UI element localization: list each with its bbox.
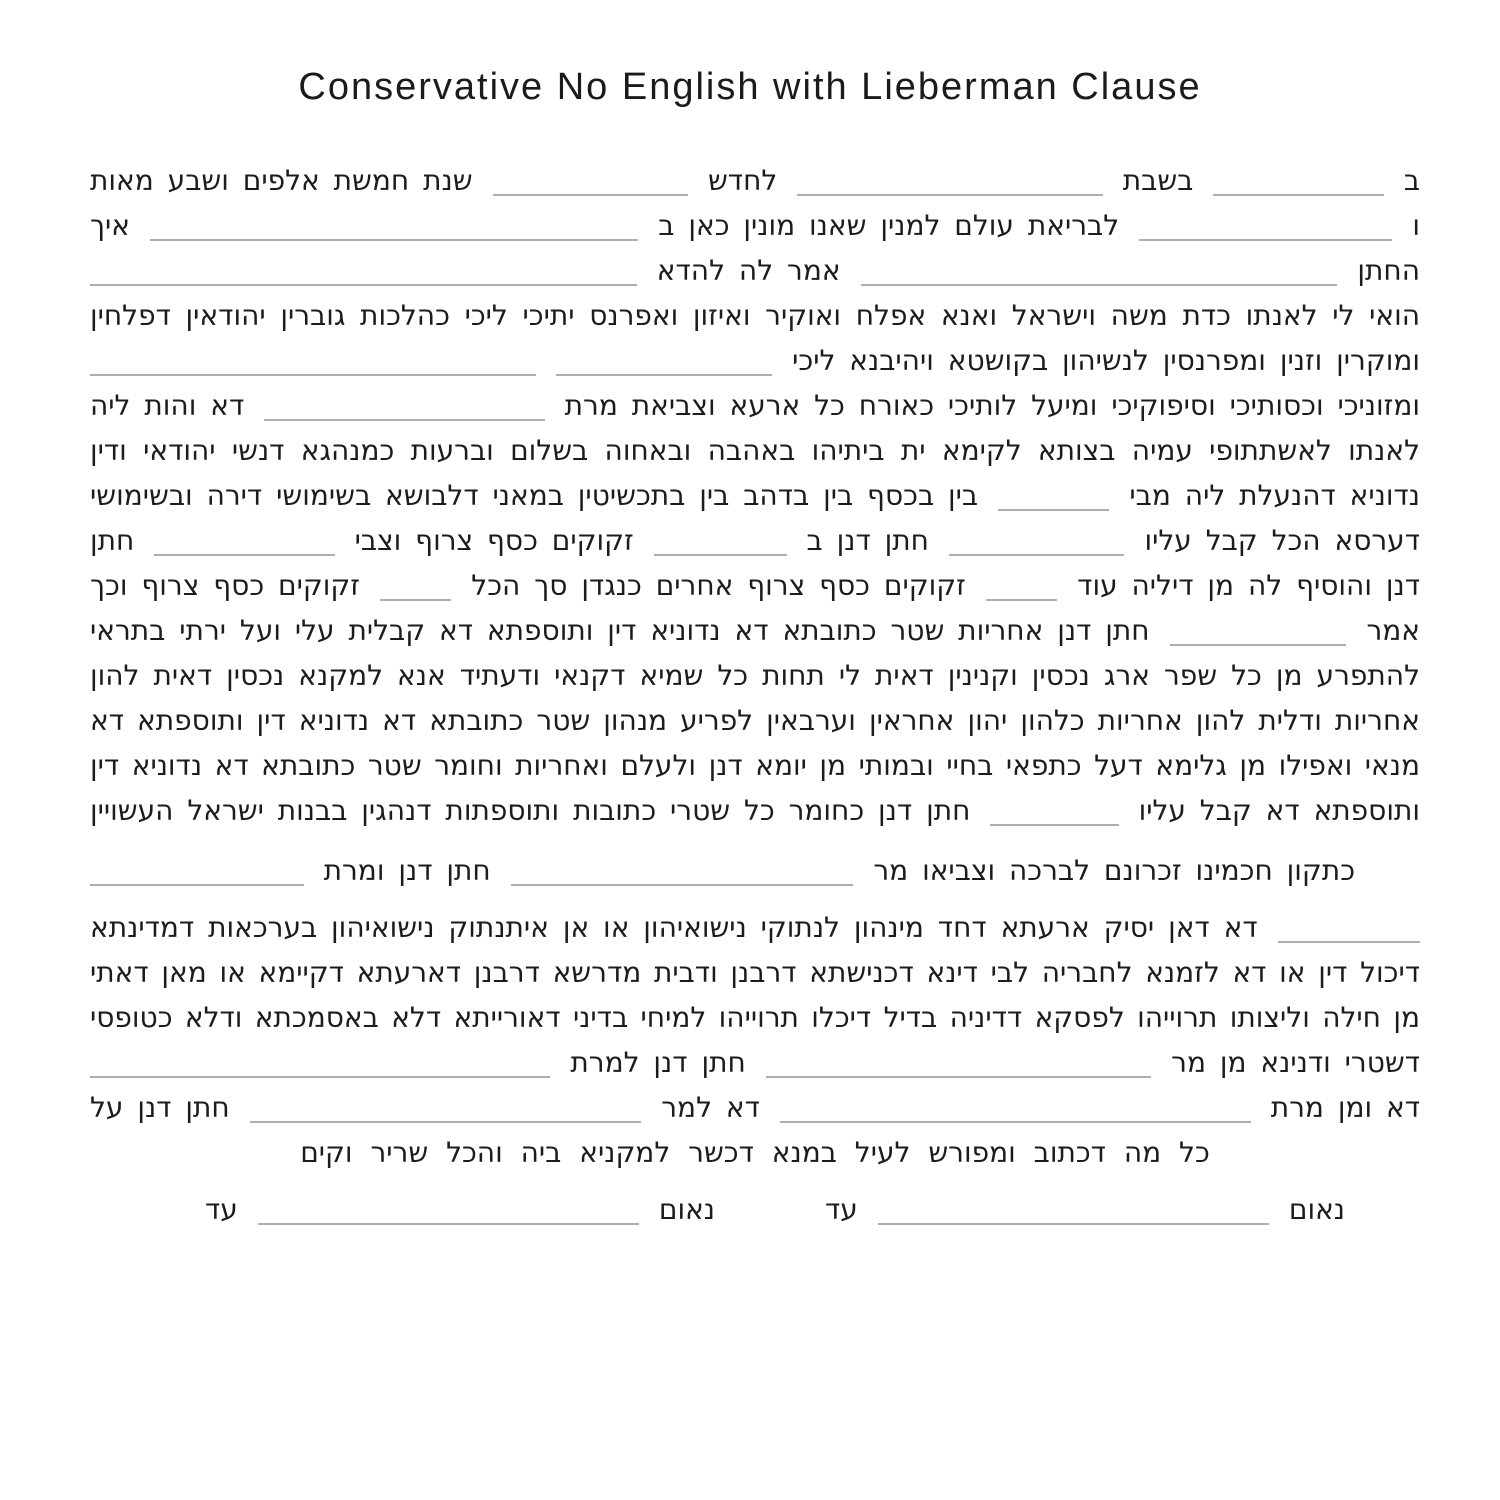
- fill-in-blank-line: [1170, 644, 1347, 646]
- line-7: לאנתו לאשתתופי עמיה בצותא לקימא ית ביתיהו באהבה ובאחוה בשלום וברעות כמנהגא דנשי יהודאי ודין: [90, 434, 1420, 467]
- spacer: [735, 1231, 805, 1232]
- hebrew-text-run: נדוניא דהנעלת ליה מבי: [1129, 479, 1420, 512]
- page-title: Conservative No English with Lieberman Clause: [298, 66, 1202, 108]
- hebrew-text-run: החתן: [1357, 254, 1420, 287]
- hebrew-text-run: דנן והוסיף לה מן דיליה עוד: [1077, 569, 1420, 602]
- fill-in-blank-line: [556, 374, 772, 376]
- line-22: כל מה דכתוב ומפורש לעיל במנא דכשר למקניא ביה והכל שריר וקים: [300, 1136, 1210, 1169]
- line-4: הואי לי לאנתו כדת משה וישראל ואנא אפלח ואוקיר ואיזון ואפרנס יתיכי ליכי כהלכות גוברין יהודאין דפלחין: [90, 299, 1420, 332]
- fill-in-blank-line: [878, 1223, 1269, 1225]
- line-witnesses: [205, 1187, 1345, 1232]
- hebrew-text-run: לבריאת עולם למנין שאנו מונין כאן ב: [658, 209, 1120, 242]
- hebrew-text-run: בשבת: [1122, 164, 1194, 197]
- fill-in-blank-line: [250, 1121, 642, 1123]
- hebrew-text-run: דא למר: [661, 1091, 760, 1124]
- fill-in-blank-line: [511, 884, 854, 886]
- hebrew-text-run: עד: [825, 1193, 858, 1226]
- hebrew-text-run: חתן דנן ומרת: [323, 854, 491, 887]
- line-9: [90, 518, 1420, 563]
- line-15: [90, 788, 1420, 833]
- ketubah-text: [90, 158, 1420, 1232]
- hebrew-text-run: זקוקים כסף צרוף וצבי: [354, 524, 634, 557]
- hebrew-text-run: זקוקים כסף צרוף וכך: [90, 569, 360, 602]
- line-20: [90, 1040, 1420, 1085]
- line-14: מנאי ואפילו מן גלימא דעל כתפאי בחיי ובמותי מן יומא דנן ולעלם ואחריות וחומר שטר כתובתא דא נדוניא דין: [90, 749, 1420, 782]
- line-5: [90, 338, 1420, 383]
- line-21: [90, 1085, 1420, 1130]
- hebrew-text-run: חתן דנן למרת: [570, 1046, 746, 1079]
- fill-in-blank-line: [780, 1121, 1251, 1123]
- line-10: [90, 563, 1420, 608]
- fill-in-blank-line: [90, 374, 536, 376]
- fill-in-blank-line: [1213, 194, 1383, 196]
- hebrew-text-run: חתן דנן כחומר כל שטרי כתובות ותוספתות דנהגין בבנות ישראל העשויין: [90, 794, 971, 827]
- hebrew-text-run: ומוקרין וזנין ומפרנסין לנשיהון בקושטא ויהיבנא ליכי: [792, 344, 1420, 377]
- line-6: [90, 383, 1420, 428]
- hebrew-text-run: חתן: [90, 524, 135, 557]
- line-17: [90, 905, 1420, 950]
- fill-in-blank-line: [380, 599, 451, 601]
- line-16: [90, 848, 1355, 893]
- hebrew-text-run: כתקון חכמינו זכרונם לברכה וצביאו מר: [873, 854, 1355, 887]
- fill-in-blank-line: [90, 284, 637, 286]
- fill-in-blank-line: [766, 1076, 1151, 1078]
- fill-in-blank-line: [90, 884, 304, 886]
- hebrew-text-run: אמר לה להדא: [656, 254, 841, 287]
- fill-in-blank-line: [90, 1076, 550, 1078]
- fill-in-blank-line: [949, 554, 1125, 556]
- hebrew-text-run: אמר: [1366, 614, 1420, 647]
- hebrew-text-run: חתן דנן אחריות שטר כתובתא דא נדוניא דין ותוספתא דא קבלית עלי ועל ירתי בתראי: [90, 614, 1150, 647]
- fill-in-blank-line: [1139, 239, 1392, 241]
- line-18: דיכול דין או דא לזמנא לחבריה לבי דינא דכנישתא דרבנן ודבית מדרשא דרבנן דארעתא דקיימא או מאן דאתי: [90, 956, 1420, 989]
- hebrew-text-run: דא והות ליה: [90, 389, 245, 422]
- hebrew-text-run: שנת חמשת אלפים ושבע מאות: [90, 164, 473, 197]
- line-13: אחריות ודלית להון אחריות כלהון יהון אחראין וערבאין לפריע מנהון שטר כתובתא דא נדוניא דין ותוספתא דא: [90, 704, 1420, 737]
- hebrew-text-run: נאום: [1288, 1193, 1345, 1226]
- fill-in-blank-line: [154, 554, 334, 556]
- line-year-place: [90, 203, 1420, 248]
- hebrew-text-run: דא ומן מרת: [1270, 1091, 1420, 1124]
- line-12: להתפרע מן כל שפר ארג נכסין וקנינין דאית לי תחות כל שמיא דקנאי ודעתיד אנא למקנא נכסין דאית להון: [90, 659, 1420, 692]
- fill-in-blank-line: [861, 284, 1338, 286]
- line-11: [90, 608, 1420, 653]
- hebrew-text-run: חתן דנן ב: [806, 524, 929, 557]
- hebrew-text-run: דשטרי ודנינא מן מר: [1171, 1046, 1420, 1079]
- fill-in-blank-line: [998, 509, 1109, 511]
- fill-in-blank-line: [797, 194, 1102, 196]
- hebrew-text-run: עד: [205, 1193, 238, 1226]
- hebrew-text-run: ב: [1403, 164, 1420, 197]
- hebrew-text-run: לחדש: [707, 164, 778, 197]
- hebrew-text-run: ו: [1412, 209, 1420, 242]
- fill-in-blank-line: [258, 1223, 639, 1225]
- fill-in-blank-line: [986, 599, 1057, 601]
- hebrew-text-run: איך: [90, 209, 131, 242]
- line-8: [90, 473, 1420, 518]
- line-19: מן חילה וליצותו תרוייהו לפסקא דדיניה בדיל דיכלו תרוייהו למיחי בדיני דאורייתא דלא באסמכתא ודלא כטופסי: [90, 1001, 1420, 1034]
- fill-in-blank-line: [264, 419, 544, 421]
- fill-in-blank-line: [990, 824, 1118, 826]
- hebrew-text-run: ותוספתא דא קבל עליו: [1138, 794, 1420, 827]
- hebrew-text-run: נאום: [658, 1193, 715, 1226]
- hebrew-text-run: זקוקים כסף צרוף אחרים כנגדן סך הכל: [471, 569, 966, 602]
- line-groom-name: [90, 248, 1420, 293]
- hebrew-text-run: דא דאן יסיק ארעתא דחד מינהון לנתוקי נישואיהון או אן איתנתוק נישואיהון בערכאות דמדינתא: [90, 911, 1258, 944]
- fill-in-blank-line: [654, 554, 787, 556]
- fill-in-blank-line: [493, 194, 688, 196]
- fill-in-blank-line: [1278, 941, 1420, 943]
- hebrew-text-run: דערסא הכל קבל עליו: [1144, 524, 1420, 557]
- hebrew-text-run: חתן דנן על: [90, 1091, 230, 1124]
- fill-in-blank-line: [150, 239, 638, 241]
- line-date: [90, 158, 1420, 203]
- hebrew-text-run: בין בכסף בין בדהב בין בתכשיטין במאני דלבושא בשימושי דירה ובשימושי: [90, 479, 979, 512]
- hebrew-text-run: ומזוניכי וכסותיכי וסיפוקיכי ומיעל לותיכי כאורח כל ארעא וצביאת מרת: [564, 389, 1420, 422]
